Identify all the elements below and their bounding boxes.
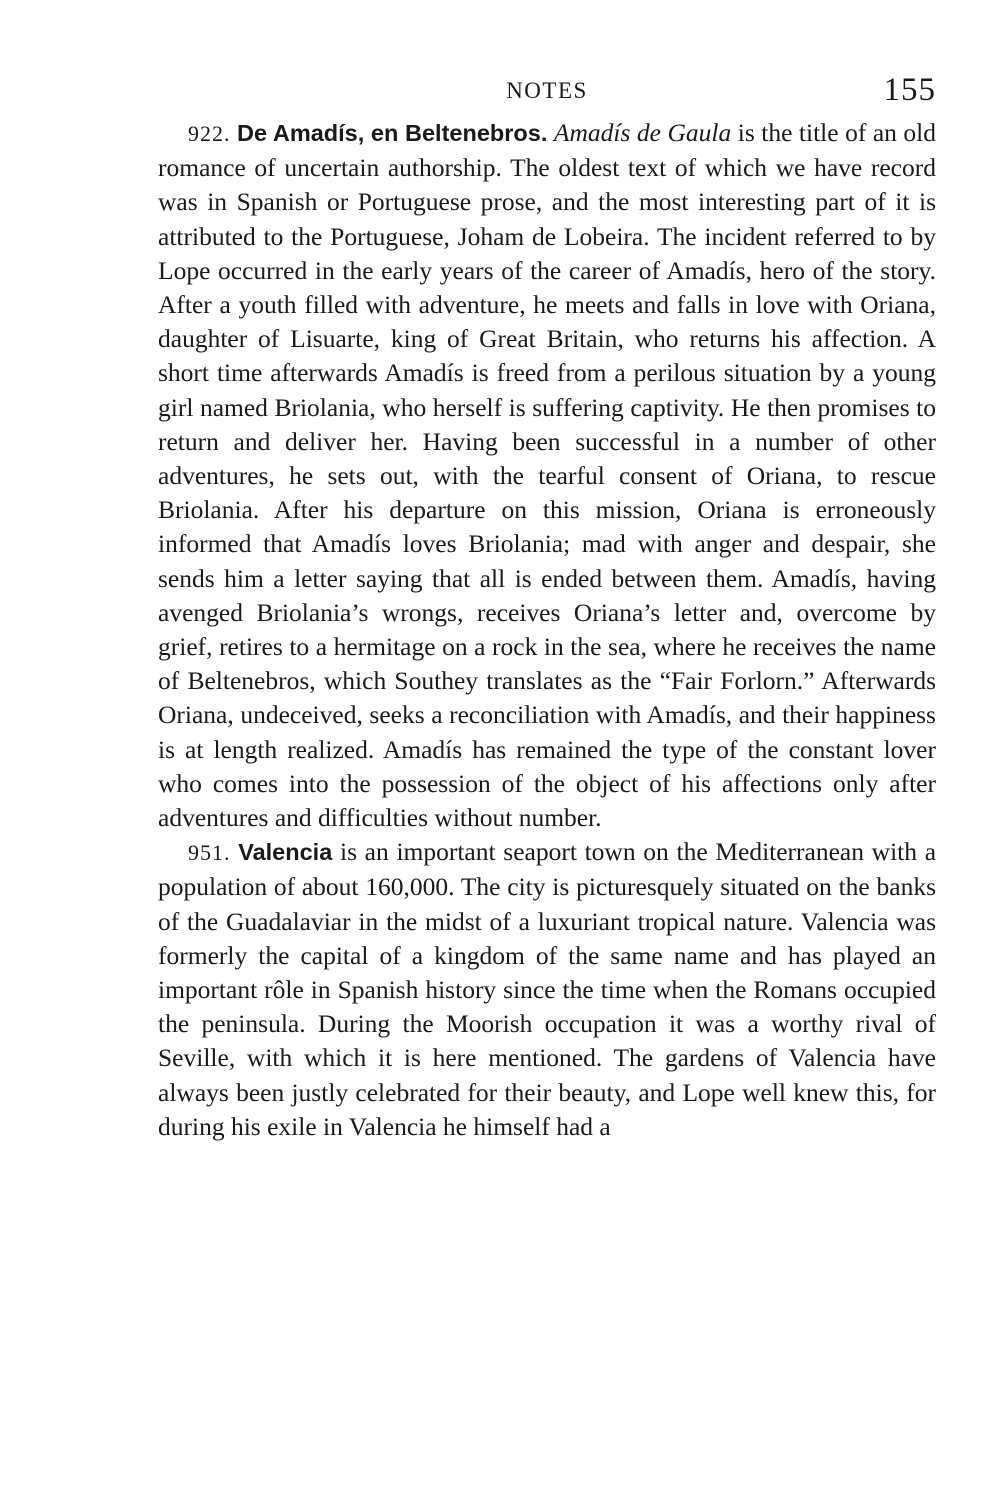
running-head — [158, 72, 936, 116]
note-number: 922. — [188, 121, 231, 146]
note-text: is an important seaport town on the Mediterranean with a population of about 160,000. The city is picturesquely situated on the banks of the Guadalaviar in the midst of a luxuriant tropical nature. Valencia was formerly the capital of a kingdom of the same name and has played an important rôle in Spanish history since the time when the Romans occupied the peninsula. During the Moorish occupation it was a worthy rival of Seville, with which it is here mentioned. The gardens of Valencia have always been justly celebrated for their beauty, and Lope well knew this, for during his exile in Valencia he himself had a — [158, 837, 937, 1141]
italic-title: Amadís de Gaula — [553, 118, 732, 147]
note-951 — [158, 835, 936, 1144]
note-922 — [158, 116, 936, 835]
running-title: NOTES — [506, 78, 588, 103]
page-number: 155 — [883, 72, 936, 108]
note-heading: De Amadís, en Beltenebros. — [237, 120, 548, 146]
note-text: is the title of an old romance of uncertain authorship. The oldest text of which we have record was in Spanish or Portuguese prose, and the most interesting part of it is attributed to the Portuguese, Joham de Lobeira. The incident referred to by Lope occurred in the early years of the career of Amadís, hero of the story. After a youth filled with adventure, he meets and falls in love with Oriana, daughter of Lisuarte, king of Great Britain, who returns his affection. A short time afterwards Amadís is freed from a perilous situation by a young girl named Briolania, who herself is suffering captivity. He then promises to return and deliver her. Having been successful in a number of other adventures, he sets out, with the tearful consent of Oriana, to rescue Briolania. After his departure on this mission, Oriana is erroneously informed that Amadís loves Briolania; mad with anger and despair, she sends him a letter saying that all is ended between them. Amadís, having avenged Briolania’s wrongs, receives Oriana’s letter and, overcome by grief, retires to a hermitage on a rock in the sea, where he receives the name of Beltenebros, which Southey translates as the “Fair Forlorn.” Afterwards Oriana, undeceived, seeks a reconciliation with Amadís, and their happiness is at length realized. Amadís has remained the type of the constant lover who comes into the possession of the object of his affections only after adventures and difficulties without number. — [158, 118, 937, 833]
book-page — [158, 72, 936, 1144]
note-heading: Valencia — [238, 839, 333, 866]
note-number: 951. — [188, 840, 231, 866]
